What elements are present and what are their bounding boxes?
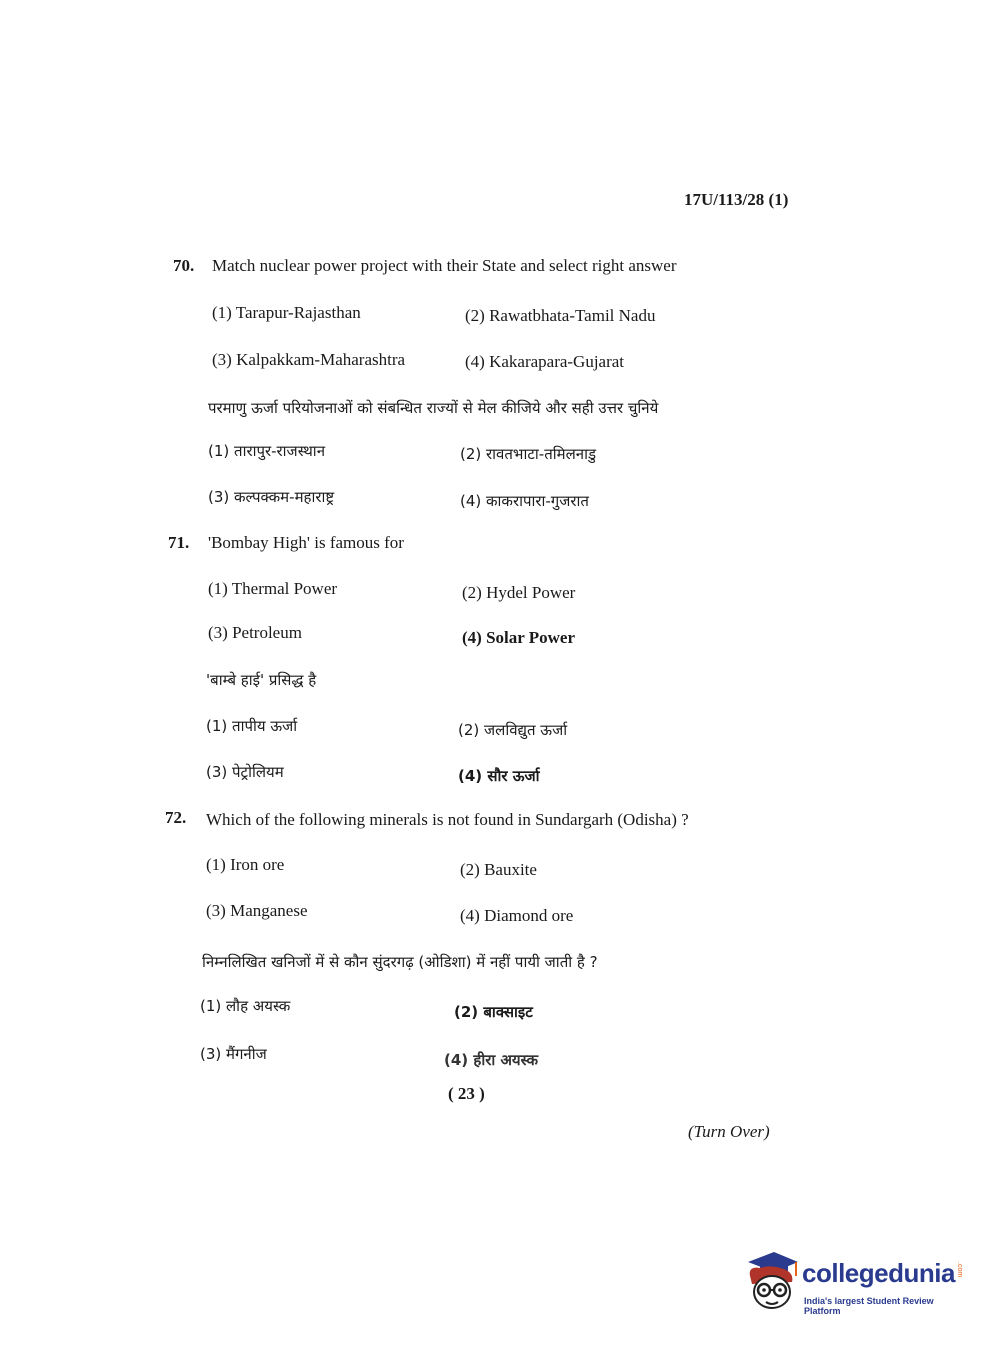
question-text-hi: 'बाम्बे हाई' प्रसिद्ध है: [206, 671, 317, 689]
logo-tagline: India's largest Student Review Platform: [804, 1296, 934, 1316]
option-hi: (2) जलविद्युत ऊर्जा: [458, 721, 568, 739]
option-hi: (1) तापीय ऊर्जा: [206, 717, 298, 735]
option-hi: (1) तारापुर-राजस्थान: [208, 442, 326, 460]
question-text-hi: निम्नलिखित खनिजों में से कौन सुंदरगढ़ (ओडिशा) में नहीं पायी जाती है ?: [202, 953, 598, 971]
option-en: (3) Kalpakkam-Maharashtra: [212, 350, 406, 369]
option-en: (3) Petroleum: [208, 623, 302, 642]
option-en: (4) Solar Power: [462, 628, 575, 647]
question-number: 70.: [173, 256, 195, 275]
option-en: (1) Tarapur-Rajasthan: [212, 303, 361, 322]
mascot-icon: [742, 1248, 800, 1312]
option-hi: (4) काकरापारा-गुजरात: [460, 492, 589, 510]
logo-brand: collegedunia: [802, 1258, 955, 1288]
option-hi: (3) पेट्रोलियम: [206, 763, 284, 781]
question-text-en: 'Bombay High' is famous for: [208, 533, 404, 552]
option-hi: (2) रावतभाटा-तमिलनाडु: [460, 445, 597, 463]
option-en: (4) Kakarapara-Gujarat: [465, 352, 625, 371]
option-hi: (4) सौर ऊर्जा: [458, 767, 540, 785]
option-hi: (3) कल्पक्कम-महाराष्ट्र: [208, 488, 335, 506]
option-en: (3) Manganese: [206, 901, 308, 920]
logo-suffix: .com: [956, 1262, 963, 1278]
option-en: (1) Thermal Power: [208, 579, 338, 598]
question-number: 71.: [168, 533, 190, 552]
option-hi: (2) बाक्साइट: [454, 1003, 533, 1021]
question-text-en: Match nuclear power project with their State and select right answer: [212, 256, 677, 275]
option-hi: (3) मैंगनीज: [200, 1045, 267, 1063]
question-number: 72.: [165, 808, 187, 827]
option-hi: (1) लौह अयस्क: [200, 997, 291, 1015]
option-hi: (4) हीरा अयस्क: [444, 1051, 538, 1069]
collegedunia-logo: [742, 1248, 972, 1318]
turn-over-note: (Turn Over): [688, 1122, 770, 1141]
paper-code: 17U/113/28 (1): [684, 190, 789, 209]
option-en: (1) Iron ore: [206, 855, 285, 874]
option-en: (2) Rawatbhata-Tamil Nadu: [465, 306, 656, 325]
question-text-hi: परमाणु ऊर्जा परियोजनाओं को संबन्धित राज्यों से मेल कीजिये और सही उत्तर चुनिये: [208, 399, 659, 417]
page-number: ( 23 ): [448, 1084, 485, 1103]
option-en: (4) Diamond ore: [460, 906, 574, 925]
option-en: (2) Bauxite: [460, 860, 537, 879]
option-en: (2) Hydel Power: [462, 583, 576, 602]
question-text-en: Which of the following minerals is not found in Sundargarh (Odisha) ?: [206, 810, 689, 829]
